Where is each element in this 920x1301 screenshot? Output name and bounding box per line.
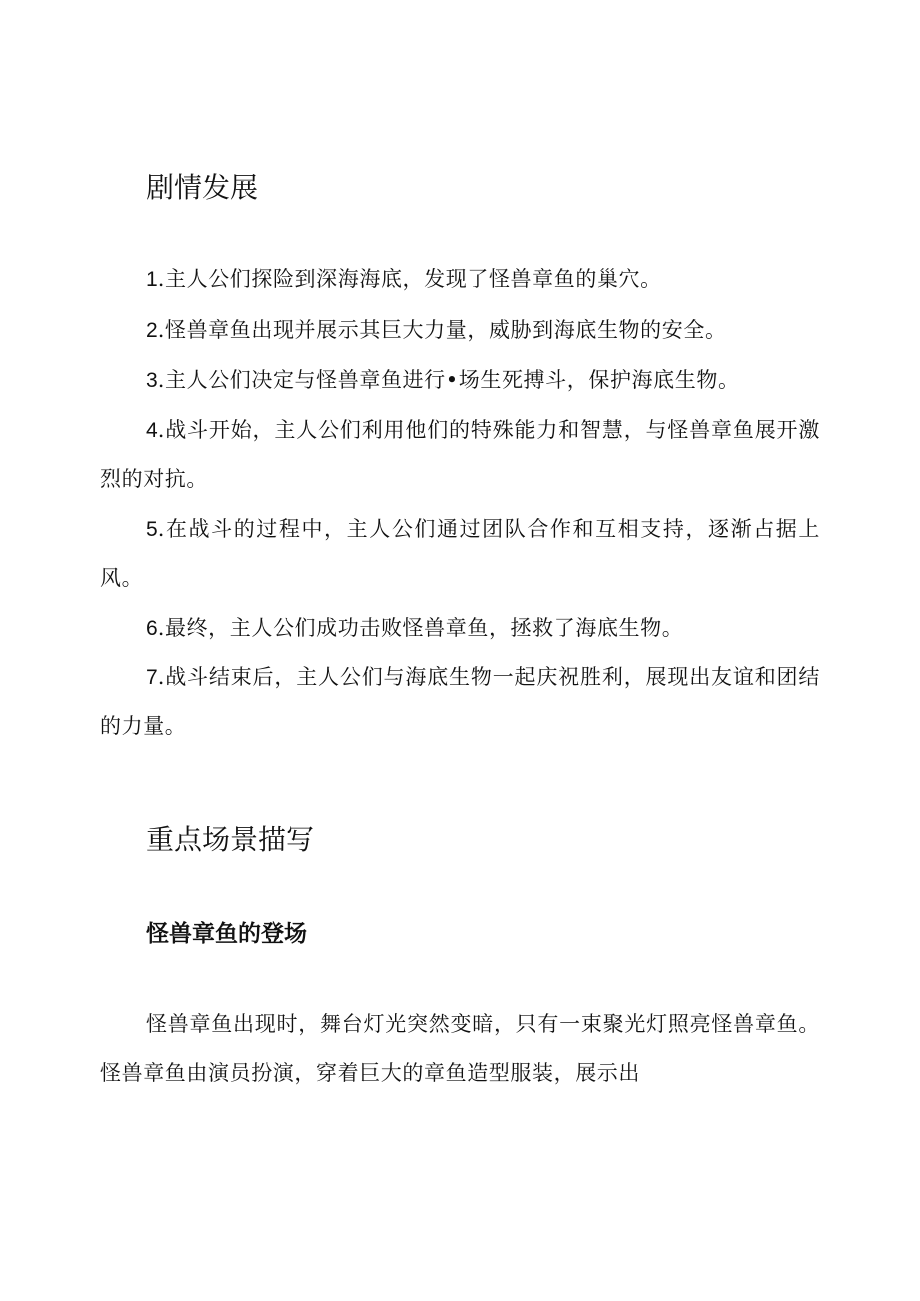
plot-item-text: .主人公们决定与怪兽章鱼进行•场生死搏斗，保护海底生物。: [157, 368, 740, 392]
plot-item-text: .在战斗的过程中，主人公们通过团队合作和互相支持，逐渐占据上风。: [100, 517, 820, 590]
plot-item-number: 2: [146, 319, 158, 342]
plot-section-title: 剧情发展: [146, 171, 259, 204]
plot-item-text: .怪兽章鱼出现并展示其巨大力量，威胁到海底生物的安全。: [157, 318, 727, 342]
plot-item-1: [100, 255, 820, 304]
plot-item-number: 6: [146, 617, 158, 640]
plot-item-number: 1: [146, 268, 158, 291]
plot-item-text: .战斗开始，主人公们利用他们的特殊能力和智慧，与怪兽章鱼展开激烈的对抗。: [100, 418, 820, 491]
plot-item-number: 5: [146, 518, 158, 541]
plot-item-number: 3: [146, 369, 158, 392]
plot-item-2: [100, 306, 820, 355]
plot-item-4: [100, 406, 820, 504]
plot-item-text: .主人公们探险到深海海底，发现了怪兽章鱼的巢穴。: [157, 267, 662, 291]
plot-item-number: 4: [146, 419, 158, 442]
plot-item-3: [100, 356, 820, 405]
plot-item-text: .最终，主人公们成功击败怪兽章鱼，拯救了海底生物。: [157, 616, 684, 640]
scene-subtitle: 怪兽章鱼的登场: [146, 921, 307, 947]
plot-item-5: [100, 505, 820, 603]
scene-section-title: 重点场景描写: [146, 823, 315, 856]
scene-paragraph: 怪兽章鱼出现时，舞台灯光突然变暗，只有一束聚光灯照亮怪兽章鱼。怪兽章鱼由演员扮演，穿着巨大的章鱼造型服装，展示出: [100, 1012, 820, 1085]
plot-item-7: [100, 653, 820, 751]
plot-item-text: .战斗结束后，主人公们与海底生物一起庆祝胜利，展现出友谊和团结的力量。: [100, 665, 820, 738]
plot-item-6: [100, 604, 820, 653]
plot-item-number: 7: [146, 666, 158, 689]
